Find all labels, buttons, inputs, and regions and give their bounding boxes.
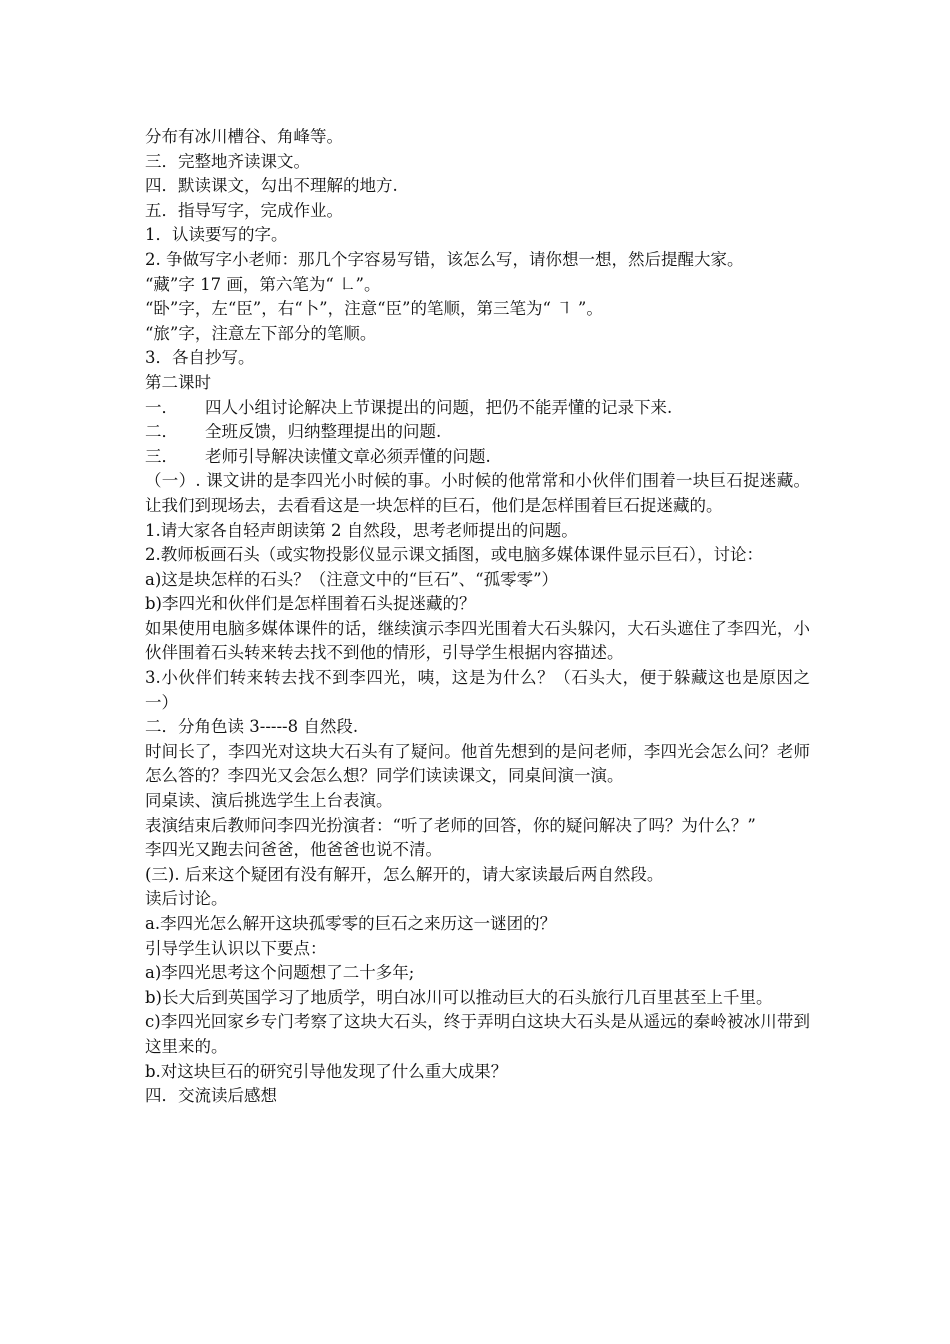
text-line: 引导学生认识以下要点： xyxy=(145,938,327,958)
item-number: 二． xyxy=(145,422,178,442)
item-text: 全班反馈，归纳整理提出的问题. xyxy=(205,422,442,442)
text-line: 李四光又跑去问爸爸，他爸爸也说不清。 xyxy=(145,840,442,860)
paragraph: 表演结束后教师问李四光扮演者：“听了老师的回答，你的疑问解决了吗？为什么？” xyxy=(145,815,756,835)
paragraph: 3.小伙伴们转来转去找不到李四光，咦，这是为什么？（石头大，便于躲藏这也是原因之一） xyxy=(145,668,810,712)
text-line: 1.请大家各自轻声朗读第 2 自然段，思考老师提出的问题。 xyxy=(145,520,578,540)
text-line: a)李四光思考这个问题想了二十多年; xyxy=(145,963,415,983)
text-line: a)这是块怎样的石头？（注意文中的“巨石”、“孤零零”） xyxy=(145,569,559,589)
text-line: 读后讨论。 xyxy=(145,889,228,909)
text-line: “藏”字 17 画，第六笔为“ ㇗”。 xyxy=(145,274,381,294)
item-number: 一． xyxy=(145,397,178,417)
text-line: 同桌读、演后挑选学生上台表演。 xyxy=(145,791,393,811)
item-number: 三． xyxy=(145,446,178,466)
numbered-item xyxy=(145,445,810,470)
step-heading: 三．完整地齐读课文。 xyxy=(145,151,310,171)
text-line: 分布有冰川槽谷、角峰等。 xyxy=(145,127,343,146)
item-text: 老师引导解决读懂文章必须弄懂的问题. xyxy=(205,446,491,466)
text-line: “卧”字，左“臣”，右“卜”，注意“臣”的笔顺，第三笔为“ ㇕ ”。 xyxy=(145,299,603,319)
paragraph: b)长大后到英国学习了地质学，明白冰川可以推动巨大的石头旅行几百里甚至上千里。 xyxy=(145,987,773,1007)
step-heading: 四．默读课文，勾出不理解的地方. xyxy=(145,176,398,196)
paragraph: 如果使用电脑多媒体课件的话，继续演示李四光围着大石头躲闪，大石头遮住了李四光，小伙伴围着石头转来转去找不到他的情形，引导学生根据内容描述。 xyxy=(145,618,810,663)
step-heading: 二．分角色读 3-----8 自然段. xyxy=(145,717,359,737)
lesson-plan-text xyxy=(145,125,810,1109)
numbered-item xyxy=(145,420,810,445)
item-text: 四人小组讨论解决上节课提出的问题，把仍不能弄懂的记录下来. xyxy=(205,397,673,417)
paragraph: 时间长了，李四光对这块大石头有了疑问。他首先想到的是问老师，李四光会怎么问？老师怎么答的？李四光又会怎么想？同学们读读课文，同桌间演一演。 xyxy=(145,741,810,786)
paragraph: c)李四光回家乡专门考察了这块大石头，终于弄明白这块大石头是从遥远的秦岭被冰川带到这里来的。 xyxy=(145,1012,810,1056)
text-line: b)李四光和伙伴们是怎样围着石头捉迷藏的？ xyxy=(145,594,476,614)
text-line: 2. 争做写字小老师：那几个字容易写错，该怎么写，请你想一想，然后提醒大家。 xyxy=(145,249,744,269)
text-line: “旅”字，注意左下部分的笔顺。 xyxy=(145,323,377,343)
paragraph: 2.教师板画石头（或实物投影仪显示课文插图，或电脑多媒体课件显示巨石），讨论： xyxy=(145,545,763,565)
step-heading: 四．交流读后感想 xyxy=(145,1086,277,1106)
step-heading: 五．指导写字，完成作业。 xyxy=(145,200,343,220)
numbered-item xyxy=(145,396,810,421)
section-heading: 第二课时 xyxy=(145,372,211,392)
text-line: b.对这块巨石的研究引导他发现了什么重大成果？ xyxy=(145,1061,508,1081)
text-line: 1．认读要写的字。 xyxy=(145,225,288,245)
text-line: (三). 后来这个疑团有没有解开，怎么解开的，请大家读最后两自然段。 xyxy=(145,864,664,884)
text-line: 3．各自抄写。 xyxy=(145,348,255,368)
text-line: a.李四光怎么解开这块孤零零的巨石之来历这一谜团的？ xyxy=(145,914,557,933)
paragraph: （一）. 课文讲的是李四光小时候的事。小时候的他常常和小伙伴们围着一块巨石捉迷藏。让我们到现场去，去看看这是一块怎样的巨石，他们是怎样围着巨石捉迷藏的。 xyxy=(145,471,810,515)
